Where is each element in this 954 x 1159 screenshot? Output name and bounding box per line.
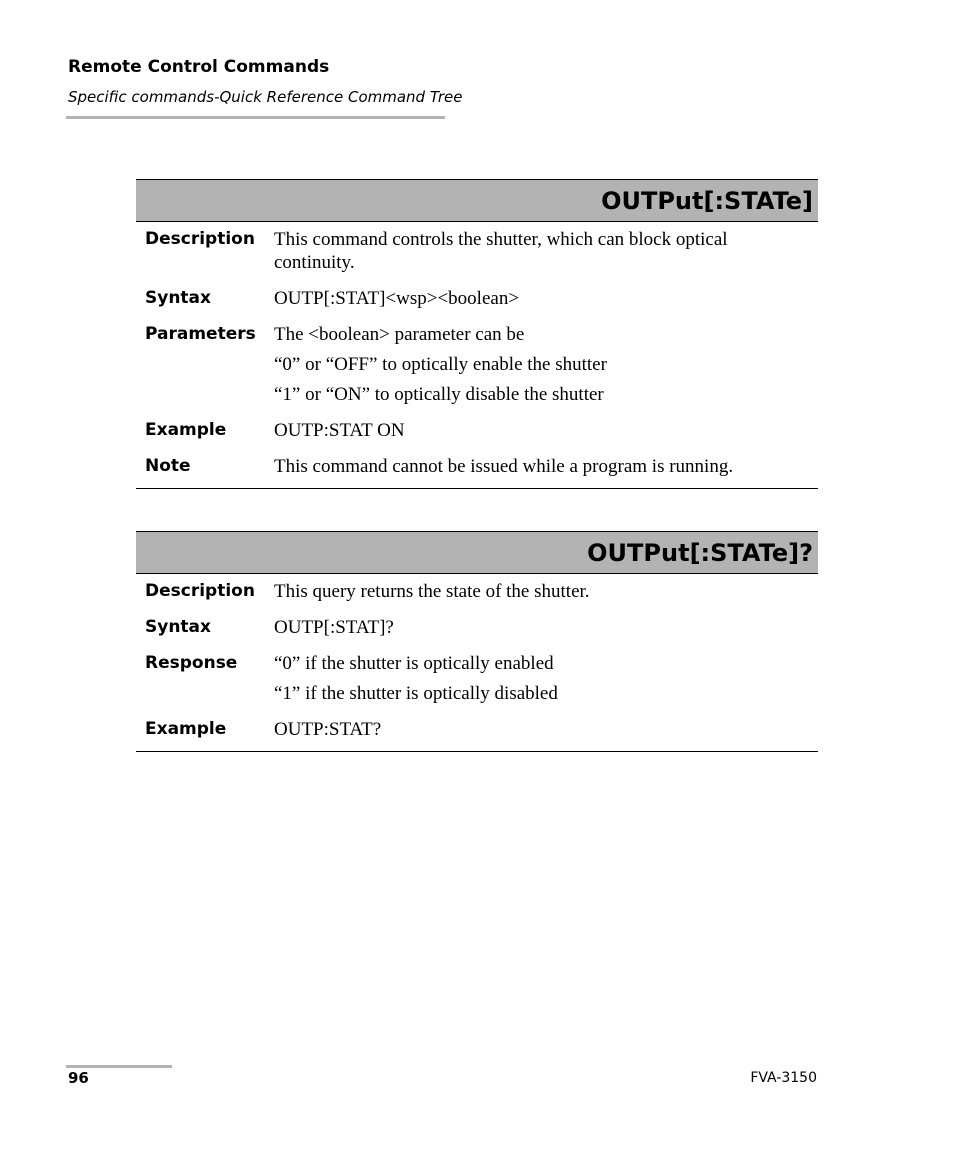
section-title: Remote Control Commands <box>68 57 330 77</box>
command-heading: OUTPut[:STATe] <box>136 179 818 222</box>
row-label: Example <box>145 420 227 440</box>
row-text: OUTP:STAT? <box>274 719 382 740</box>
row-text: “1” if the shutter is optically disabled <box>274 683 558 704</box>
row-syntax <box>136 610 818 646</box>
row-label: Response <box>145 653 238 673</box>
section-subtitle: Specific commands-Quick Reference Command Tree <box>68 88 463 106</box>
row-text: “1” or “ON” to optically disable the shutter <box>274 384 604 405</box>
row-label: Description <box>145 229 255 249</box>
row-text: “0” if the shutter is optically enabled <box>274 653 554 674</box>
row-example <box>136 413 818 449</box>
footer-divider <box>66 1065 172 1068</box>
row-label: Parameters <box>145 324 256 344</box>
row-text: OUTP[:STAT]? <box>274 617 394 638</box>
row-text: This command controls the shutter, which can block optical continuity. <box>274 229 728 273</box>
row-label: Syntax <box>145 288 211 308</box>
row-body <box>274 419 818 449</box>
row-body <box>274 323 818 413</box>
row-text: This command cannot be issued while a program is running. <box>274 456 734 477</box>
row-body <box>274 616 818 646</box>
row-body <box>274 652 818 712</box>
row-label: Example <box>145 719 227 739</box>
row-parameters <box>136 317 818 413</box>
row-label: Syntax <box>145 617 211 637</box>
row-body <box>274 455 818 485</box>
page-number: 96 <box>68 1069 89 1087</box>
command-heading: OUTPut[:STATe]? <box>136 531 818 574</box>
row-body <box>274 718 818 748</box>
row-body <box>274 228 818 281</box>
header-divider <box>66 116 445 119</box>
row-description <box>136 574 818 610</box>
row-label: Note <box>145 456 191 476</box>
row-note <box>136 449 818 488</box>
row-example <box>136 712 818 751</box>
row-text: OUTP[:STAT]<wsp><boolean> <box>274 288 520 309</box>
row-response <box>136 646 818 712</box>
row-body <box>274 580 818 610</box>
row-body <box>274 287 818 317</box>
command-table-output-state-query <box>136 531 818 752</box>
row-text: This query returns the state of the shutter. <box>274 581 590 602</box>
row-text: OUTP:STAT ON <box>274 420 405 441</box>
row-label: Description <box>145 581 255 601</box>
row-description <box>136 222 818 281</box>
product-name: FVA-3150 <box>750 1070 817 1086</box>
command-table-output-state <box>136 179 818 489</box>
row-text: “0” or “OFF” to optically enable the shutter <box>274 354 607 375</box>
row-syntax <box>136 281 818 317</box>
row-text: The <boolean> parameter can be <box>274 324 525 345</box>
